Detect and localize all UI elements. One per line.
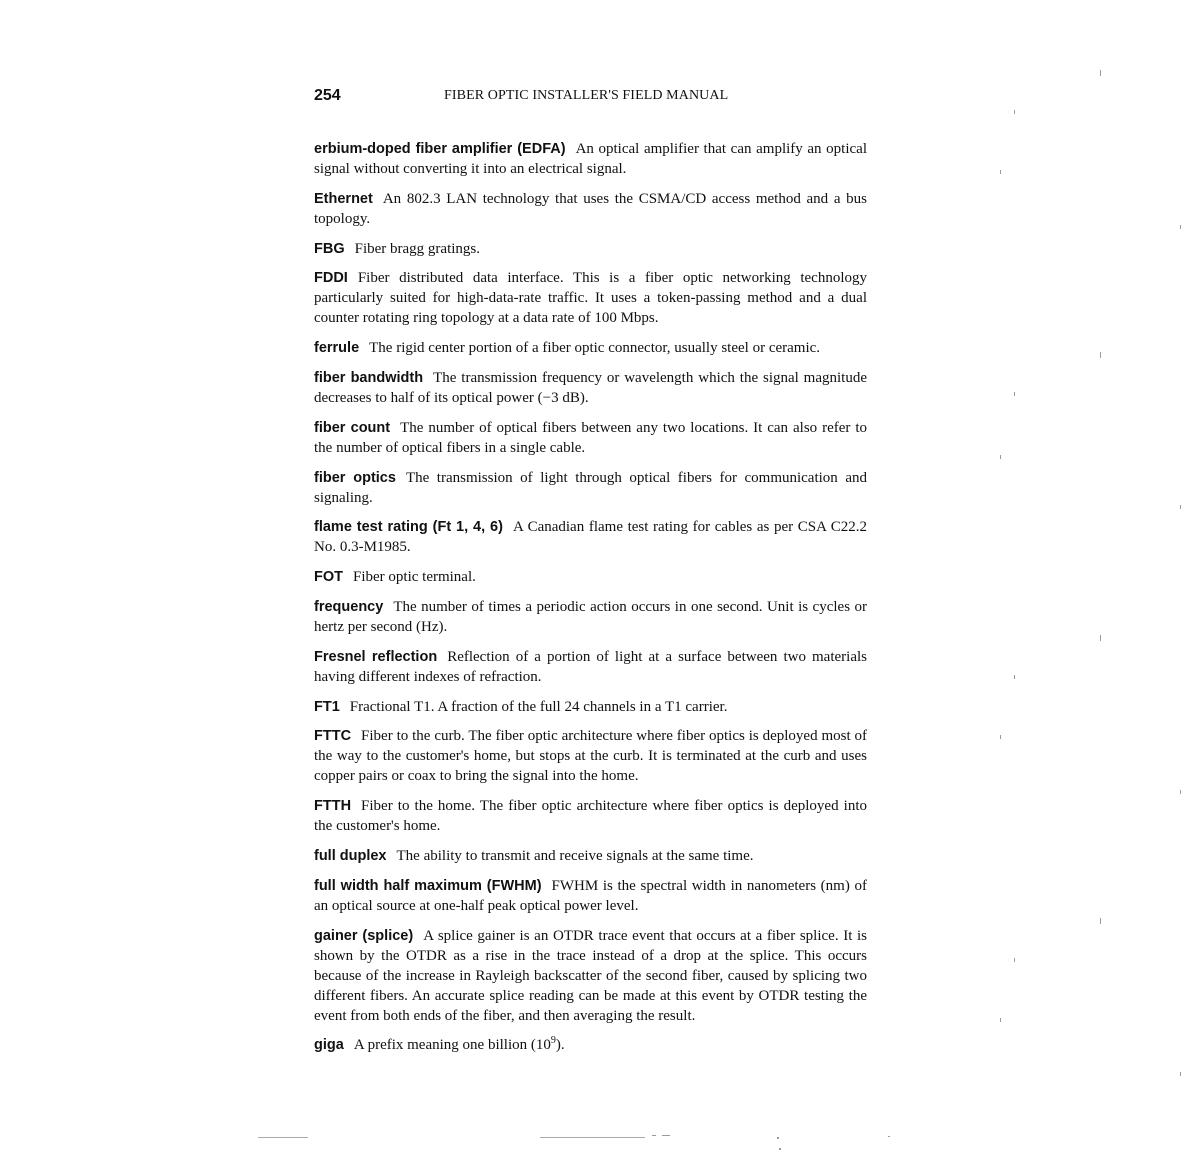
entry-term: gainer (splice) (314, 927, 414, 944)
superscript-exponent: 9 (550, 1035, 556, 1047)
entry-definition (354, 1037, 565, 1053)
glossary-entry (314, 517, 867, 557)
entry-term: FOT (314, 569, 343, 586)
entry-definition: Fractional T1. A fraction of the full 24 channels in a T1 carrier. (349, 698, 728, 715)
entry-definition: A Canadian flame test rating for cables as per CSA C22.2 No. 0.3-M1985. (314, 519, 867, 556)
entry-definition: The rigid center portion of a fiber optic connector, usually steel or ceramic. (369, 340, 821, 357)
glossary-entry (314, 726, 867, 786)
entry-definition: A splice gainer is an OTDR trace event that occurs at a fiber splice. It is shown by the OTDR as a rise in the trace instead of a drop at the splice. This occurs because of the increase in Rayleigh backscatter of the second fiber, caused by splicing two different fibers. An accurate splice reading can be made at this event by OTDR testing the event from both ends of the fiber, and then averaging the result. (314, 927, 867, 1024)
scan-speck (1100, 352, 1101, 358)
glossary-entry (314, 597, 867, 637)
scan-speck (1000, 455, 1001, 459)
entry-definition: An optical amplifier that can amplify an optical signal without converting it into an electrical signal. (314, 141, 867, 177)
entry-definition: The transmission frequency or wavelength which the signal magnitude decreases to half of its optical power (−3 dB). (314, 369, 868, 406)
glossary-entry (314, 468, 867, 508)
entry-definition: The transmission of light through optical fibers for communication and signaling. (314, 469, 867, 506)
page-number: 254 (314, 87, 341, 104)
entry-definition: The number of optical fibers between any two locations. It can also refer to the number of optical fibers in a single cable. (314, 419, 867, 456)
entry-definition: Fiber bragg gratings. (354, 240, 480, 257)
entry-term: Ethernet (314, 190, 373, 207)
running-title: FIBER OPTIC INSTALLER'S FIELD MANUAL (444, 88, 729, 103)
entry-definition: FWHM is the spectral width in nanometers (nm) of an optical source at one-half peak optical power level. (314, 877, 867, 914)
scan-edge-line (540, 1137, 645, 1138)
glossary-entry (314, 926, 867, 1026)
scan-speck (1100, 918, 1101, 924)
scan-speck (1180, 225, 1181, 229)
glossary-entry (314, 647, 867, 687)
glossary-entry (314, 1035, 867, 1055)
entry-term: FDDI (314, 270, 348, 287)
scan-speck (1000, 170, 1001, 174)
glossary-entry (314, 796, 867, 836)
entry-term: giga (314, 1037, 344, 1054)
entry-definition: Fiber to the curb. The fiber optic architecture where fiber optics is deployed most of the way to the customer's home, but stops at the curb. It is terminated at the curb and uses copper pairs or coax to bring the signal into the home. (314, 728, 867, 785)
scan-speck (1180, 1072, 1181, 1076)
glossary-entry (314, 567, 867, 587)
scan-speck (1180, 505, 1181, 509)
scan-speck (1180, 790, 1181, 794)
glossary-entry (314, 368, 867, 408)
scan-speck (888, 1136, 890, 1137)
entry-definition: Fiber distributed data interface. This is a fiber optic networking technology particularly suited for high-data-rate traffic. It uses a token-passing method and a dual counter rotating ring topology at a data rate of 100 Mbps. (314, 270, 867, 327)
scan-speck (777, 1137, 779, 1139)
scan-speck (1100, 70, 1101, 76)
entry-definition: Fiber to the home. The fiber optic architecture where fiber optics is deployed into the customer's home. (314, 798, 867, 835)
entry-term: full width half maximum (FWHM) (314, 877, 542, 894)
entry-term: FTTH (314, 798, 352, 815)
entry-term: full duplex (314, 847, 387, 864)
entry-definition: The ability to transmit and receive signals at the same time. (396, 847, 754, 864)
entry-term: ferrule (314, 340, 360, 357)
scan-speck (1014, 110, 1015, 114)
scan-speck (1014, 675, 1015, 679)
entry-term: erbium-doped fiber amplifier (EDFA) (314, 141, 566, 157)
scan-speck (1000, 1018, 1001, 1022)
entry-term: FT1 (314, 698, 340, 715)
glossary-entry (314, 338, 867, 358)
glossary-entry (314, 189, 867, 229)
glossary-entry (314, 697, 867, 717)
entry-term: flame test rating (Ft 1, 4, 6) (314, 519, 503, 536)
entry-term: FBG (314, 240, 345, 257)
glossary-entry (314, 876, 867, 916)
scan-speck (662, 1135, 670, 1136)
scan-speck (1000, 735, 1001, 739)
entry-definition: The number of times a periodic action occurs in one second. Unit is cycles or hertz per second (Hz). (314, 598, 867, 635)
glossary-entry (314, 418, 867, 458)
entry-term: fiber count (314, 419, 391, 436)
scan-speck (1014, 392, 1015, 396)
scan-speck (1100, 635, 1101, 641)
glossary-entry (314, 239, 867, 259)
definition-text: ). (555, 1037, 565, 1054)
entry-term: frequency (314, 598, 384, 615)
glossary-entry (314, 846, 867, 866)
scan-edge-line (258, 1137, 308, 1138)
glossary-entry (314, 139, 867, 179)
entry-definition: Reflection of a portion of light at a surface between two materials having different indexes of refraction. (314, 648, 867, 685)
scan-speck (1014, 958, 1015, 962)
scan-speck (779, 1148, 781, 1150)
glossary-entry (314, 268, 867, 328)
entry-term: Fresnel reflection (314, 648, 438, 665)
entry-term: fiber optics (314, 469, 396, 486)
glossary-entries (314, 139, 867, 1065)
running-head (314, 87, 874, 109)
definition-text: A prefix meaning one billion (10 (353, 1037, 551, 1054)
entry-term: FTTC (314, 728, 352, 745)
entry-term: fiber bandwidth (314, 369, 424, 386)
entry-definition: Fiber optic terminal. (353, 569, 476, 586)
scan-speck (652, 1135, 656, 1136)
entry-definition: An 802.3 LAN technology that uses the CSMA/CD access method and a bus topology. (314, 190, 867, 227)
